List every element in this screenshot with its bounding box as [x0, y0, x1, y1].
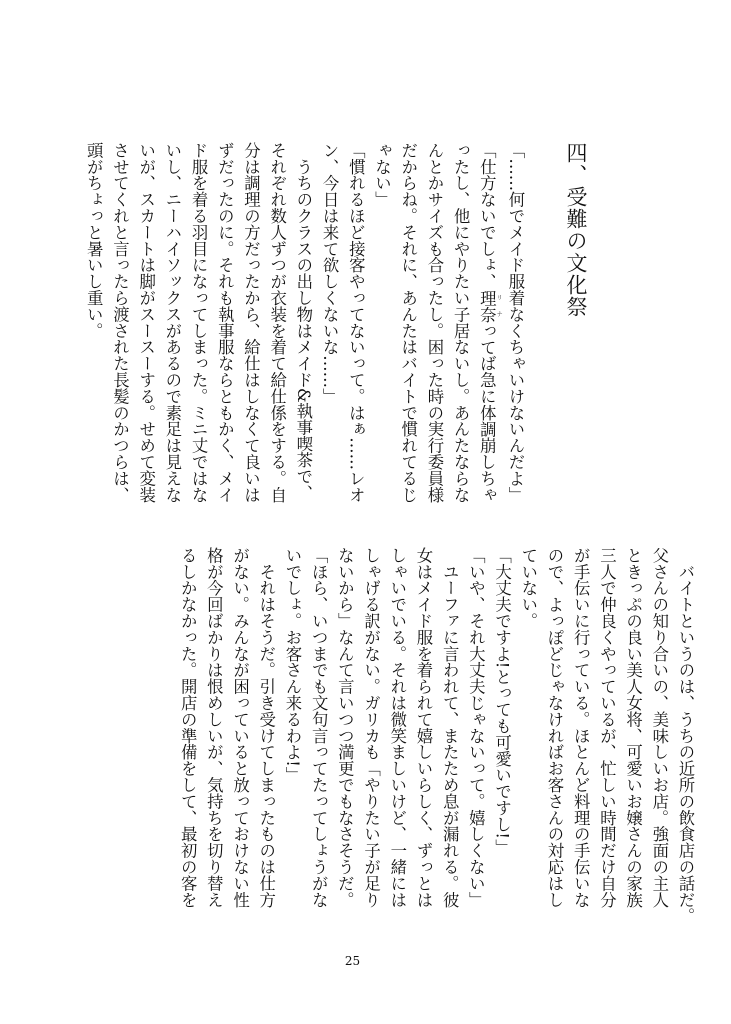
text-segment: 「仕方ないでしょ、 [477, 142, 497, 290]
text-column: いでしょ。お客さん来るわよ!」 [282, 547, 302, 784]
text-segment: ってば急に体調崩しちゃ [477, 322, 497, 503]
text-column: 女はメイド服を着られて嬉しいらしく、ずっとは [413, 547, 433, 908]
ruby-base: 理奈 [477, 289, 497, 323]
bottom-text-block [174, 547, 698, 947]
text-column: ていない。 [518, 547, 538, 629]
text-column: それぞれ数人ずつが衣装を着て給仕係をする。自 [267, 142, 287, 503]
text-column: が手伝いに行っている。ほとんど料理の手伝いな [571, 547, 591, 908]
text-column: がない。みんなが困っていると放っておけない性 [230, 547, 250, 908]
text-column: 「いや、それ大丈夫じゃないって。嬉しくない」 [466, 547, 486, 908]
chapter-title: 四、受難の文化祭 [564, 142, 588, 318]
text-column: 格が今回ばかりは恨めしいが、気持ちを切り替え [204, 547, 224, 908]
text-column: ので、よっぽどじゃなければお客さんの対応はし [544, 547, 564, 908]
text-column: ないから」なんて言いつつ満更でもなさそうだ。 [335, 547, 355, 908]
text-column: んとかサイズも合ったし。困った時の実行委員様 [424, 142, 444, 503]
text-column [473, 142, 502, 522]
ruby-reading: リナ [495, 289, 503, 323]
text-column: 頭がちょっと暑いし重い。 [84, 142, 104, 339]
text-column: ときっぷの良い美人女将、可愛いお嬢さんの家族 [623, 547, 643, 908]
ruby-name [477, 289, 503, 323]
text-column: 「慣れるほど接客やってないって。はぁ……レオ [346, 142, 366, 503]
text-column: バイトというのは、うちの近所の飲食店の話だ。 [676, 547, 695, 925]
text-column: しゃげる訳がない。ガリカも「やりたい子が足り [361, 547, 381, 908]
text-column: ったし、他にやりたい子居ないし。あんたならな [451, 142, 471, 503]
text-column: だからね。それに、あんたはバイトで慣れてるじ [398, 142, 418, 503]
top-text-block [80, 142, 528, 522]
text-column: いが、スカートは脚がスースーする。せめて変装 [136, 142, 156, 503]
text-column: 父さんの知り合いの、美味しいお店。強面の主人 [649, 547, 669, 908]
text-column: ゃない」 [372, 142, 392, 208]
text-column: 「大丈夫ですよ!とっても可愛いですし!」 [492, 547, 512, 856]
text-column: ン、今日は来て欲しくないな……」 [320, 142, 340, 405]
text-column: ユーファに言われて、またため息が漏れる。彼 [440, 547, 460, 908]
text-column: させてくれと言ったら渡された長髪のかつらは、 [110, 142, 130, 503]
text-column: ずだったのに。それも執事服ならともかく、メイ [215, 142, 235, 503]
text-column: いし、ニーハイソックスがあるので素足は見えな [162, 142, 182, 503]
text-column: しゃいでいる。それは微笑ましいけど、一緒には [387, 547, 407, 908]
text-column: 「……何でメイド服着なくちゃいけないんだよ」 [506, 142, 525, 503]
text-column: るしかなかった。開店の準備をして、最初の客を [178, 547, 198, 908]
text-column: 分は調理の方だったから、給仕はしなくて良いは [241, 142, 261, 503]
text-column: 「ほら、いつまでも文句言ってたってしょうがな [309, 547, 329, 908]
text-column: それはそうだ。引き受けてしまったものは仕方 [256, 547, 276, 908]
text-column: 三人で仲良くやっているが、忙しい時間だけ自分 [597, 547, 617, 908]
page-number: 25 [344, 954, 361, 968]
text-column: うちのクラスの出し物はメイド&執事喫茶で、 [293, 142, 313, 501]
text-column: ド服を着る羽目になってしまった。ミニ丈ではな [189, 142, 209, 503]
